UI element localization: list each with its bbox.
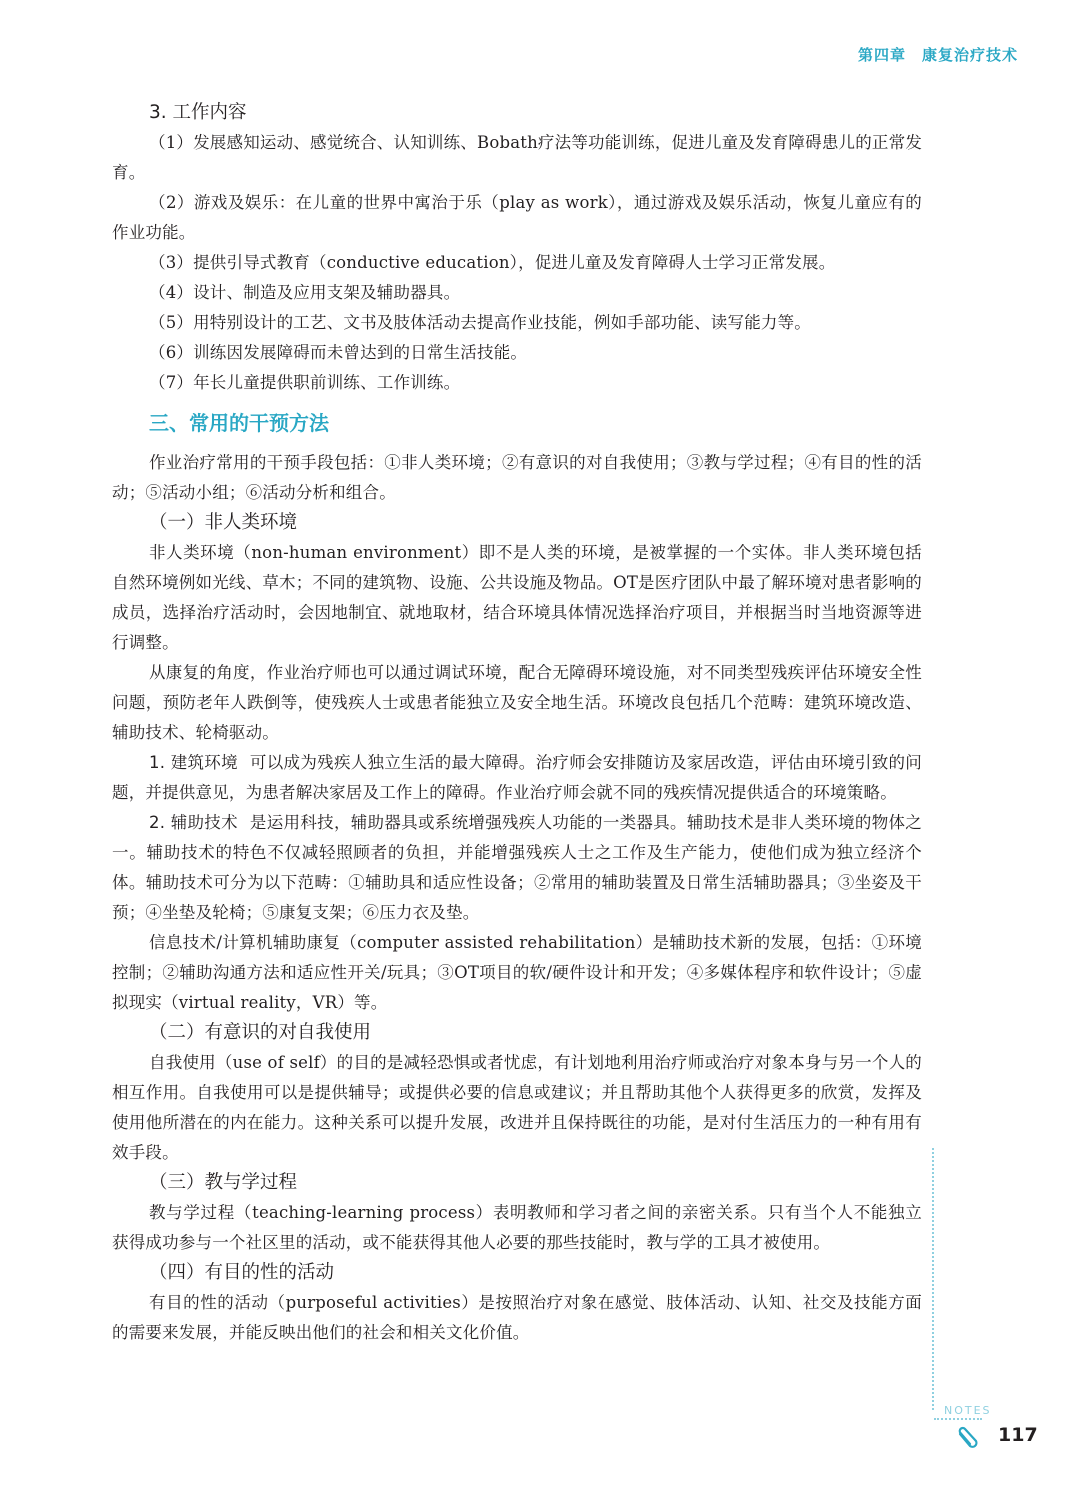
paragraph: 有目的性的活动（purposeful activities）是按照治疗对象在感觉、肢体活动、认知、社交及技能方面的需要来发展，并能反映出他们的社会和相关文化价值。 [112, 1293, 922, 1342]
inline-text: 可以成为残疾人独立生活的最大障碍。治疗师会安排随访及家居改造，评估由环境引致的问题，并提供意见，为患者解决家居及工作上的障碍。作业治疗师会就不同的残疾情况提供适合的环境策略。 [112, 753, 923, 802]
notes-divider [934, 1418, 982, 1420]
work-item-4: （4）设计、制造及应用支架及辅助器具。 [149, 283, 461, 302]
inline-text: 是运用科技，辅助器具或系统增强残疾人功能的一类器具。辅助技术是非人类环境的物体之一。辅助技术的特色不仅减轻照顾者的负担，并能增强残疾人士之工作及生产能力，使他们成为独立经济个体。辅助技术可分为以下范畴：①辅助具和适应性设备；②常用的辅助装置及日常生活辅助器具；③坐姿及干预；④坐垫及轮椅；⑤康复支架；⑥压力衣及垫。 [112, 813, 923, 922]
chapter-title: 康复治疗技术 [921, 46, 1018, 64]
work-content-heading: 3. 工作内容 [149, 102, 247, 123]
numbered-paragraph [112, 808, 922, 928]
work-item-1: （1）发展感知运动、感觉统合、认知训练、Bobath疗法等功能训练，促进儿童及发育障碍患儿的正常发育。 [112, 133, 923, 182]
work-item-7: （7）年长儿童提供职前训练、工作训练。 [149, 373, 461, 392]
inline-heading: 1. 建筑环境 [149, 753, 238, 772]
paragraph: 教与学过程（teaching-learning process）表明教师和学习者之间的亲密关系。只有当个人不能独立获得成功参与一个社区里的活动，或不能获得其他人必要的那些技能时，教与学的工具才被使用。 [112, 1203, 922, 1252]
paragraph: 非人类环境（non-human environment）即不是人类的环境，是被掌握的一个实体。非人类环境包括自然环境例如光线、草木；不同的建筑物、设施、公共设施及物品。OT是医疗团队中最了解环境对患者影响的成员，选择治疗活动时，会因地制宜、就地取材，结合环境具体情况选择治疗项目，并根据当时当地资源等进行调整。 [112, 543, 922, 652]
numbered-paragraph [112, 748, 922, 808]
page-content [112, 98, 922, 1348]
paragraph: 自我使用（use of self）的目的是减轻恐惧或者忧虑，有计划地利用治疗师或治疗对象本身与另一个人的相互作用。自我使用可以是提供辅导；或提供必要的信息或建议；并且帮助其他个人获得更多的欣赏，发挥及使用他所潜在的内在能力。这种关系可以提升发展，改进并且保持既往的功能，是对付生活压力的一种有用有效手段。 [112, 1053, 922, 1162]
work-item-3: （3）提供引导式教育（conductive education），促进儿童及发育障碍人士学习正常发展。 [149, 253, 836, 272]
notes-label: NOTES [944, 1404, 992, 1417]
work-item-2: （2）游戏及娱乐：在儿童的世界中寓治于乐（play as work），通过游戏及娱乐活动，恢复儿童应有的作业功能。 [112, 193, 922, 242]
paperclip-icon [954, 1424, 982, 1452]
page-number: 117 [998, 1424, 1038, 1446]
running-header [858, 44, 1018, 65]
inline-heading: 2. 辅助技术 [149, 813, 238, 832]
subsection-heading-2: （二）有意识的对自我使用 [149, 1022, 372, 1043]
notes-margin-line [932, 1148, 935, 1410]
section-heading: 三、常用的干预方法 [149, 411, 329, 435]
work-item-5: （5）用特别设计的工艺、文书及肢体活动去提高作业技能，例如手部功能、读写能力等。 [149, 313, 811, 332]
chapter-number: 第四章 [857, 46, 906, 64]
work-item-6: （6）训练因发展障碍而未曾达到的日常生活技能。 [149, 343, 528, 362]
subsection-heading-3: （三）教与学过程 [149, 1172, 298, 1193]
paragraph: 从康复的角度，作业治疗师也可以通过调试环境，配合无障碍环境设施，对不同类型残疾评估环境安全性问题，预防老年人跌倒等，使残疾人士或患者能独立及安全地生活。环境改良包括几个范畴：建筑环境改造、辅助技术、轮椅驱动。 [112, 663, 922, 742]
subsection-heading-4: （四）有目的性的活动 [149, 1262, 335, 1283]
section-intro: 作业治疗常用的干预手段包括：①非人类环境；②有意识的对自我使用；③教与学过程；④有目的性的活动；⑤活动小组；⑥活动分析和组合。 [112, 453, 922, 502]
subsection-heading-1: （一）非人类环境 [149, 512, 298, 533]
paragraph: 信息技术/计算机辅助康复（computer assisted rehabilitation）是辅助技术新的发展，包括：①环境控制；②辅助沟通方法和适应性开关/玩具；③OT项目的软/硬件设计和开发；④多媒体程序和软件设计；⑤虚拟现实（virtual reality，VR）等。 [112, 933, 922, 1012]
